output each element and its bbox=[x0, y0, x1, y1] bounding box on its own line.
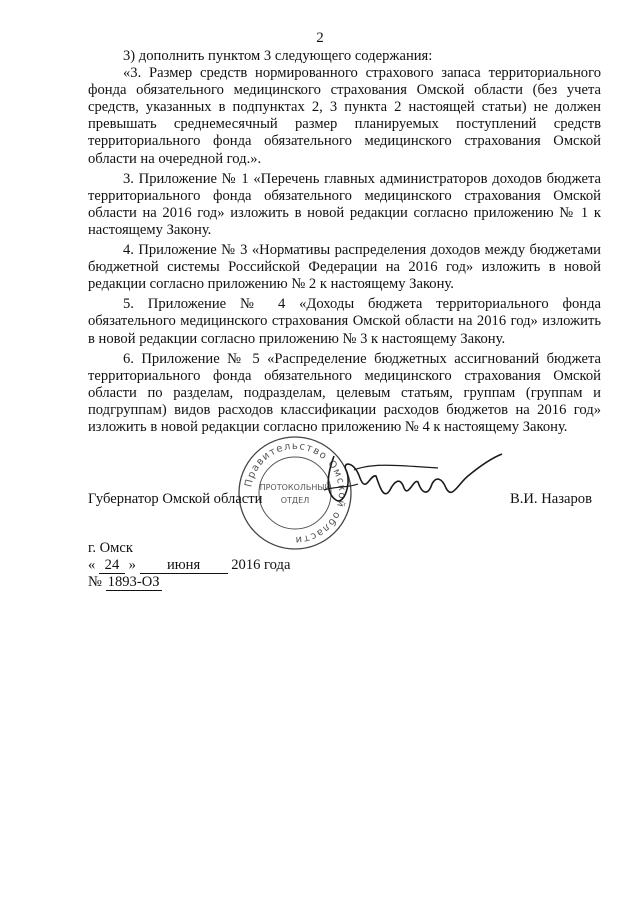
paragraph-item-5: 5. Приложение № 4 «Доходы бюджета территориального фонда обязательного медицинского страхования Омской области на 2016 год» изложить в новой редакции согласно приложению № 3 к настоящему Закону. bbox=[88, 296, 601, 347]
date-month: июня bbox=[140, 558, 228, 574]
governor-name: В.И. Назаров bbox=[510, 491, 592, 507]
law-number-line bbox=[88, 574, 162, 591]
paragraph-item-3: 3. Приложение № 1 «Перечень главных администраторов доходов бюджета территориального фонда обязательного медицинского страхования Омской области на 2016 год» изложить в новой редакции согласно приложению № 1 к настоящему Закону. bbox=[88, 170, 601, 238]
paragraph-item-6: 6. Приложение № 5 «Распределение бюджетных ассигнований бюджета территориального фонда обязательного медицинского страхования Омской области по разделам, подразделам, целевым статьям, группам (группам и подгруппам) видов расходов классификации расходов бюджетов на 2016 год» изложить в новой редакции согласно приложению № 4 к настоящему Закону. bbox=[88, 350, 601, 435]
handwritten-signature bbox=[318, 448, 508, 518]
paragraph-item-4: 4. Приложение № 3 «Нормативы распределения доходов между бюджетами бюджетной системы Российской Федерации на 2016 год» изложить в новой редакции согласно приложению № 2 к настоящему Закону. bbox=[88, 242, 601, 293]
date-day: 24 bbox=[99, 558, 125, 574]
date-open-quote: « bbox=[88, 557, 96, 573]
law-number-prefix: № bbox=[88, 574, 102, 590]
date-year: 2016 года bbox=[231, 557, 291, 573]
date-close-quote: » bbox=[128, 557, 136, 573]
governor-title: Губернатор Омской области bbox=[88, 491, 263, 507]
stamp-center-text-2: ОТДЕЛ bbox=[280, 496, 310, 505]
law-number: 1893-ОЗ bbox=[106, 575, 162, 591]
paragraph-quoted-item-3: «3. Размер средств нормированного страхового запаса территориального фонда обязательного медицинского страхования Омской области (без учета средств, указанных в подпунктах 2, 3 пункта 2 настоящей статьи) не должен превышать среднемесячный размер планируемых поступлений средств территориального фонда обязательного медицинского страхования Омской области на очередной год.». bbox=[88, 65, 601, 167]
place-of-signing: г. Омск bbox=[88, 540, 133, 556]
paragraph-intro: 3) дополнить пунктом 3 следующего содержания: bbox=[123, 48, 433, 64]
document-body bbox=[88, 48, 601, 436]
stamp-ring-text: Правительство Омской области bbox=[243, 440, 348, 546]
stamp-center-text-1: ПРОТОКОЛЬНЫЙ bbox=[259, 483, 331, 492]
page-number: 2 bbox=[316, 30, 324, 46]
date-line bbox=[88, 557, 290, 574]
